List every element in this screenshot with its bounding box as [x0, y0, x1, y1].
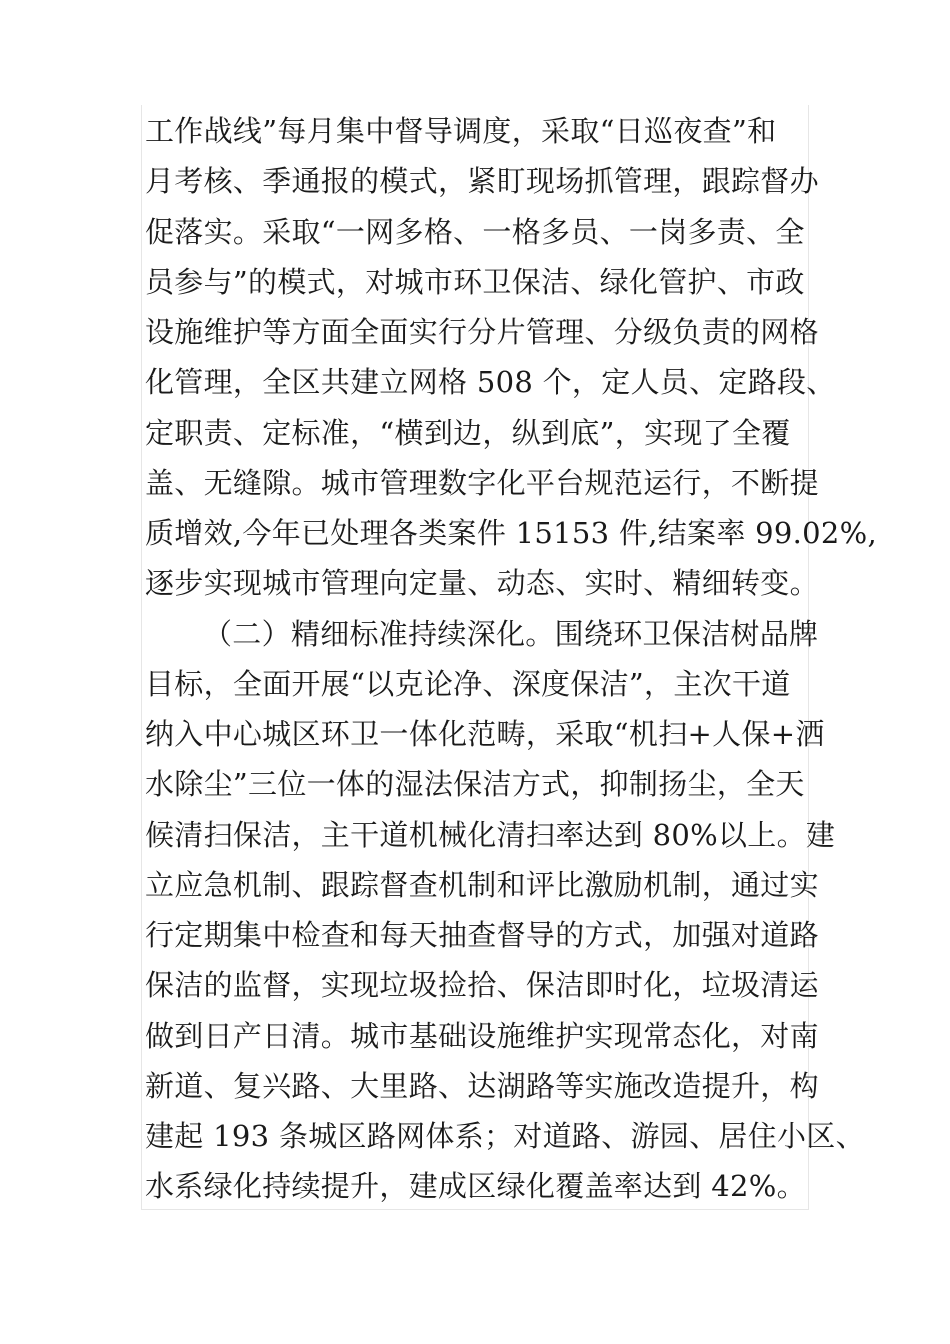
- text-line: 月考核、季通报的模式，紧盯现场抓管理，跟踪督办: [145, 164, 819, 199]
- text-line: 员参与”的模式，对城市环卫保洁、绿化管护、市政: [145, 264, 805, 299]
- text-line: 立应急机制、跟踪督查机制和评比激励机制，通过实: [145, 867, 819, 902]
- text-line: 候清扫保洁，主干道机械化清扫率达到 80%以上。建: [145, 817, 836, 852]
- text-line: 水系绿化持续提升，建成区绿化覆盖率达到 42%。: [145, 1169, 806, 1204]
- document-body: [145, 106, 878, 1212]
- text-line: 设施维护等方面全面实行分片管理、分级负责的网格: [145, 315, 819, 349]
- text-line: 做到日产日清。城市基础设施维护实现常态化，对南: [145, 1018, 819, 1053]
- text-line: 促落实。采取“一网多格、一格多员、一岗多责、全: [145, 214, 805, 249]
- text-line: 新道、复兴路、大里路、达湖路等实施改造提升，构: [145, 1068, 819, 1103]
- section-heading-line: （二）精细标准持续深化。围绕环卫保洁树品牌: [203, 616, 819, 651]
- text-line: 逐步实现城市管理向定量、动态、实时、精细转变。: [145, 566, 819, 601]
- text-line: 水除尘”三位一体的湿法保洁方式，抑制扬尘，全天: [145, 767, 805, 802]
- text-line: 化管理，全区共建立网格 508 个，定人员、定路段、: [145, 365, 836, 400]
- text-line: 定职责、定标准，“横到边，纵到底”，实现了全覆: [145, 415, 791, 450]
- text-line: 保洁的监督，实现垃圾捡拾、保洁即时化，垃圾清运: [145, 968, 819, 1003]
- text-line: 建起 193 条城区路网体系；对道路、游园、居住小区、: [145, 1119, 865, 1153]
- text-line: 行定期集中检查和每天抽查督导的方式，加强对道路: [145, 918, 819, 952]
- text-line: 目标，全面开展“以克论净、深度保洁”，主次干道: [145, 666, 791, 701]
- text-line: 纳入中心城区环卫一体化范畴，采取“机扫+人保+洒: [145, 717, 825, 751]
- text-line: 盖、无缝隙。城市管理数字化平台规范运行，不断提: [145, 465, 819, 500]
- text-line: 工作战线”每月集中督导调度，采取“日巡夜查”和: [145, 114, 777, 148]
- text-line: 质增效,今年已处理各类案件 15153 件,结案率 99.02%,: [145, 516, 878, 550]
